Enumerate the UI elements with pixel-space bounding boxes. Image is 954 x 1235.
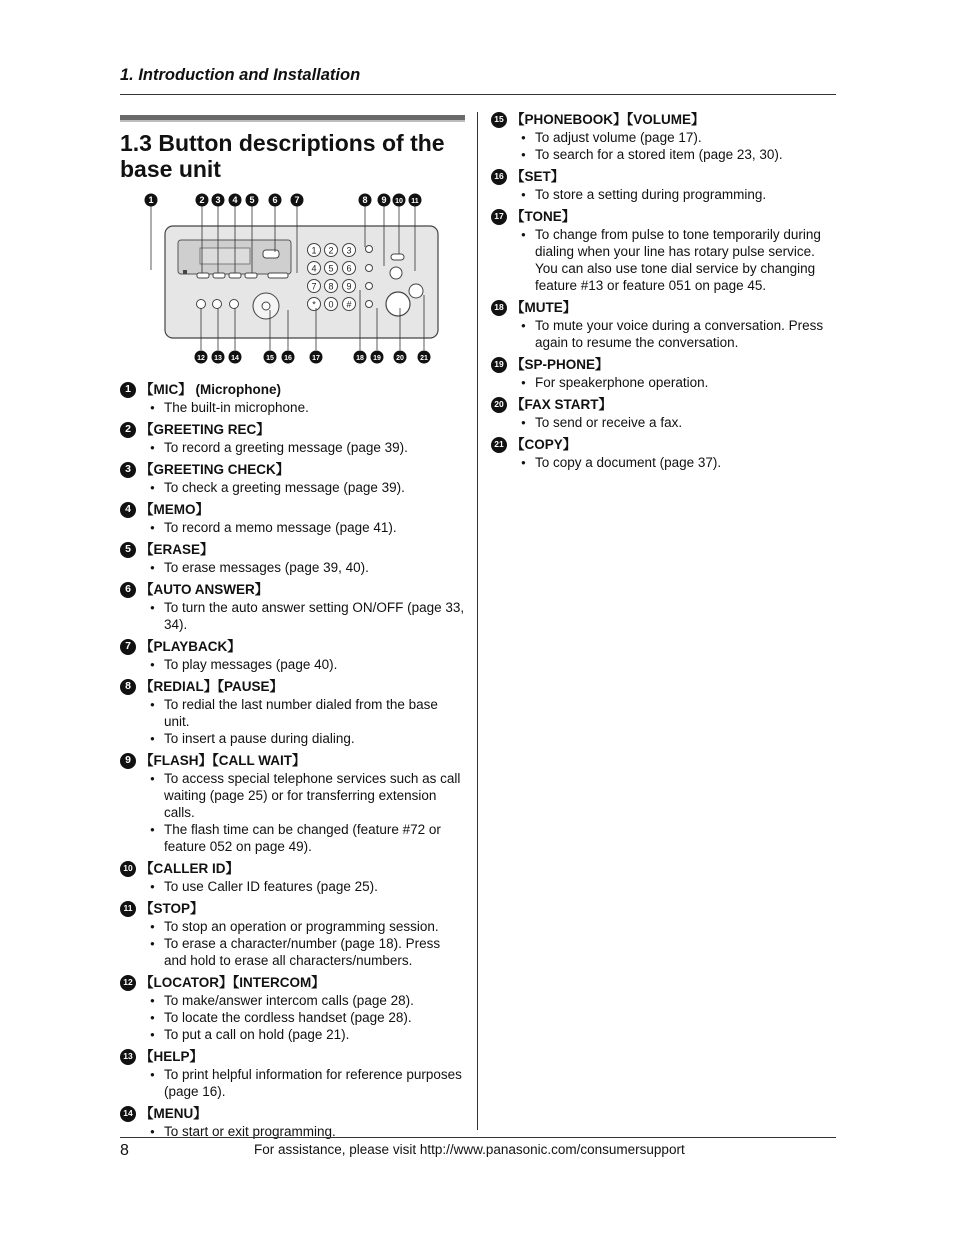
- callout-number: 11: [120, 901, 136, 917]
- callout-number: 20: [396, 355, 404, 362]
- menu-key: [197, 300, 206, 309]
- button-label: 【AUTO ANSWER】: [140, 582, 269, 597]
- callout-number: 21: [420, 355, 428, 362]
- keypad-key-label: #: [346, 299, 352, 310]
- callout-number: 3: [120, 462, 136, 478]
- button-label: 【SP-PHONE】: [511, 357, 609, 372]
- callout-number: 1: [148, 195, 154, 205]
- button-label: 【HELP】: [140, 1049, 204, 1064]
- keypad-key-label: 8: [328, 281, 334, 292]
- button-description-15: [491, 110, 836, 163]
- description-bullet: ● To erase a character/number (page 18). Press and hold to erase all characters/numbers.: [120, 935, 465, 969]
- button-heading: [491, 110, 836, 129]
- page-number: 8: [120, 1142, 129, 1159]
- base-unit-diagram: [120, 192, 465, 372]
- section-rule: [120, 115, 465, 122]
- callout-number: 15: [266, 355, 274, 362]
- callout-number: 14: [120, 1106, 136, 1122]
- button-heading: [120, 637, 465, 656]
- callout-number: 10: [120, 861, 136, 877]
- page-footer: [120, 1137, 836, 1159]
- keypad-key-label: *: [312, 299, 316, 310]
- button-label: 【PHONEBOOK】【VOLUME】: [511, 112, 705, 127]
- stop-key: [390, 267, 402, 279]
- device-body: [165, 226, 438, 338]
- description-bullet: ● The built-in microphone.: [120, 399, 465, 416]
- side-key: [366, 283, 373, 290]
- button-heading: [120, 1047, 465, 1066]
- button-description-6: [120, 580, 465, 633]
- button-description-11: [120, 899, 465, 969]
- side-key: [366, 265, 373, 272]
- page-header: [120, 66, 836, 95]
- button-description-5: [120, 540, 465, 576]
- callout-number: 13: [120, 1049, 136, 1065]
- callout-number: 2: [199, 195, 205, 205]
- button-label: 【GREETING CHECK】: [140, 462, 290, 477]
- description-bullet: ● To search for a stored item (page 23, 30).: [491, 146, 836, 163]
- description-bullet: ● The flash time can be changed (feature #72 or feature 052 on page 49).: [120, 821, 465, 855]
- button-description-21: [491, 435, 836, 471]
- fax-start-key: [386, 292, 410, 316]
- button-heading: [120, 540, 465, 559]
- description-bullet: ● To record a memo message (page 41).: [120, 519, 465, 536]
- description-bullet: ● For speakerphone operation.: [491, 374, 836, 391]
- description-bullet: ● To put a call on hold (page 21).: [120, 1026, 465, 1043]
- callout-number: 10: [395, 198, 403, 205]
- callout-number: 8: [362, 195, 368, 205]
- button-description-12: [120, 973, 465, 1043]
- right-column: [491, 110, 836, 475]
- set-key: [262, 302, 270, 310]
- description-bullet: ● To access special telephone services such as call waiting (page 25) or for transferring extension calls.: [120, 770, 465, 821]
- callout-number: 9: [120, 753, 136, 769]
- mic-dot: [183, 270, 187, 274]
- callout-number: 18: [356, 355, 364, 362]
- callout-number: 17: [312, 355, 320, 362]
- keypad-key-label: 0: [328, 299, 334, 310]
- button-heading: [491, 167, 836, 186]
- right-button-list: [491, 110, 836, 471]
- function-key: [197, 273, 209, 278]
- description-bullet: ● To check a greeting message (page 39).: [120, 479, 465, 496]
- function-key: [229, 273, 241, 278]
- button-label: 【MEMO】: [140, 502, 209, 517]
- callout-number: 6: [272, 195, 278, 205]
- column-divider: [477, 112, 478, 1130]
- callout-number: 12: [120, 975, 136, 991]
- function-key: [245, 273, 257, 278]
- button-heading: [120, 420, 465, 439]
- description-bullet: ● To stop an operation or programming session.: [120, 918, 465, 935]
- button-label: 【CALLER ID】: [140, 861, 239, 876]
- callout-number: 1: [120, 382, 136, 398]
- description-bullet: ● To use Caller ID features (page 25).: [120, 878, 465, 895]
- callout-number: 7: [120, 639, 136, 655]
- left-button-list: [120, 380, 465, 1140]
- callout-number: 12: [197, 355, 205, 362]
- button-description-7: [120, 637, 465, 673]
- callout-number: 5: [120, 542, 136, 558]
- caller-id-key: [391, 254, 404, 260]
- section-title: 1.3 Button descriptions of the base unit: [120, 130, 445, 182]
- callout-number: 16: [284, 355, 292, 362]
- button-description-3: [120, 460, 465, 496]
- button-description-13: [120, 1047, 465, 1100]
- description-bullet: ● To insert a pause during dialing.: [120, 730, 465, 747]
- keypad-key-label: 1: [311, 245, 317, 256]
- button-heading: [491, 355, 836, 374]
- button-description-1: [120, 380, 465, 416]
- description-bullet: ● To send or receive a fax.: [491, 414, 836, 431]
- keypad-key-label: 9: [346, 281, 352, 292]
- callout-number: 4: [120, 502, 136, 518]
- button-heading: [491, 298, 836, 317]
- description-bullet: ● To locate the cordless handset (page 28).: [120, 1009, 465, 1026]
- function-key: [268, 273, 288, 278]
- description-bullet: ● To store a setting during programming.: [491, 186, 836, 203]
- callout-number: 21: [491, 437, 507, 453]
- description-bullet: ● To erase messages (page 39, 40).: [120, 559, 465, 576]
- auto-answer-key: [263, 250, 279, 258]
- button-label: 【FAX START】: [511, 397, 612, 412]
- lcd-screen: [200, 248, 250, 264]
- callout-number: 13: [214, 355, 222, 362]
- support-link-text: For assistance, please visit http://www.panasonic.com/consumersupport: [254, 1142, 685, 1157]
- button-description-14: [120, 1104, 465, 1140]
- button-heading: [120, 973, 465, 992]
- button-heading: [120, 460, 465, 479]
- description-bullet: ● To redial the last number dialed from the base unit.: [120, 696, 465, 730]
- button-label: 【ERASE】: [140, 542, 214, 557]
- keypad-key-label: 4: [311, 263, 317, 274]
- button-heading: [120, 899, 465, 918]
- button-heading: [120, 859, 465, 878]
- keypad-key-label: 5: [328, 263, 334, 274]
- keypad-key-label: 6: [346, 263, 352, 274]
- description-bullet: ● To copy a document (page 37).: [491, 454, 836, 471]
- button-description-18: [491, 298, 836, 351]
- button-label: 【GREETING REC】: [140, 422, 270, 437]
- button-label: 【REDIAL】【PAUSE】: [140, 679, 284, 694]
- callout-number: 18: [491, 300, 507, 316]
- callout-number: 5: [249, 195, 255, 205]
- button-heading: [120, 751, 465, 770]
- callout-number: 11: [411, 198, 419, 205]
- callout-number: 16: [491, 169, 507, 185]
- callout-number: 9: [381, 195, 387, 205]
- callout-number: 4: [232, 195, 238, 205]
- button-label: 【COPY】: [511, 437, 577, 452]
- description-bullet: ● To print helpful information for reference purposes (page 16).: [120, 1066, 465, 1100]
- button-description-2: [120, 420, 465, 456]
- button-label: 【TONE】: [511, 209, 576, 224]
- button-label: 【MUTE】: [511, 300, 577, 315]
- description-bullet: ● To start or exit programming.: [120, 1123, 465, 1140]
- button-heading: [120, 677, 465, 696]
- button-heading: [491, 395, 836, 414]
- button-description-4: [120, 500, 465, 536]
- button-heading: [491, 435, 836, 454]
- description-bullet: ● To play messages (page 40).: [120, 656, 465, 673]
- menu-key: [230, 300, 239, 309]
- function-key: [213, 273, 225, 278]
- description-bullet: ● To record a greeting message (page 39).: [120, 439, 465, 456]
- copy-key: [409, 284, 423, 298]
- description-bullet: ● To adjust volume (page 17).: [491, 129, 836, 146]
- callout-number: 14: [231, 355, 239, 362]
- button-description-10: [120, 859, 465, 895]
- button-heading: [491, 207, 836, 226]
- button-description-19: [491, 355, 836, 391]
- callout-number: 3: [215, 195, 221, 205]
- callout-number: 7: [294, 195, 300, 205]
- description-bullet: ● To change from pulse to tone temporarily during dialing when your line has rotary pulse service. You can also use tone dial service by changing feature #13 or feature 051 on page 45.: [491, 226, 836, 294]
- button-heading: [120, 380, 465, 399]
- button-label: 【SET】: [511, 169, 565, 184]
- menu-key: [213, 300, 222, 309]
- callout-number: 15: [491, 112, 507, 128]
- button-description-8: [120, 677, 465, 747]
- chapter-title: 1. Introduction and Installation: [120, 66, 361, 84]
- button-description-16: [491, 167, 836, 203]
- button-heading: [120, 1104, 465, 1123]
- callout-number: 20: [491, 397, 507, 413]
- keypad-key-label: 3: [346, 245, 352, 256]
- button-label: 【FLASH】【CALL WAIT】: [140, 753, 306, 768]
- button-description-9: [120, 751, 465, 855]
- callout-number: 19: [373, 355, 381, 362]
- callout-number: 2: [120, 422, 136, 438]
- button-heading: [120, 580, 465, 599]
- description-bullet: ● To mute your voice during a conversation. Press again to resume the conversation.: [491, 317, 836, 351]
- left-column: [120, 115, 465, 1144]
- button-label: 【MIC】 (Microphone): [140, 382, 281, 397]
- keypad-key-label: 7: [311, 281, 317, 292]
- base-unit-illustration: [120, 192, 465, 372]
- callout-number: 8: [120, 679, 136, 695]
- button-description-17: [491, 207, 836, 294]
- side-key: [366, 246, 373, 253]
- callout-number: 6: [120, 582, 136, 598]
- keypad-key-label: 2: [328, 245, 334, 256]
- button-label: 【LOCATOR】【INTERCOM】: [140, 975, 325, 990]
- description-bullet: ● To make/answer intercom calls (page 28).: [120, 992, 465, 1009]
- description-bullet: ● To turn the auto answer setting ON/OFF (page 33, 34).: [120, 599, 465, 633]
- callout-number: 17: [491, 209, 507, 225]
- button-label: 【STOP】: [140, 901, 204, 916]
- button-label: 【PLAYBACK】: [140, 639, 241, 654]
- button-heading: [120, 500, 465, 519]
- side-key: [366, 301, 373, 308]
- callout-number: 19: [491, 357, 507, 373]
- button-label: 【MENU】: [140, 1106, 207, 1121]
- button-description-20: [491, 395, 836, 431]
